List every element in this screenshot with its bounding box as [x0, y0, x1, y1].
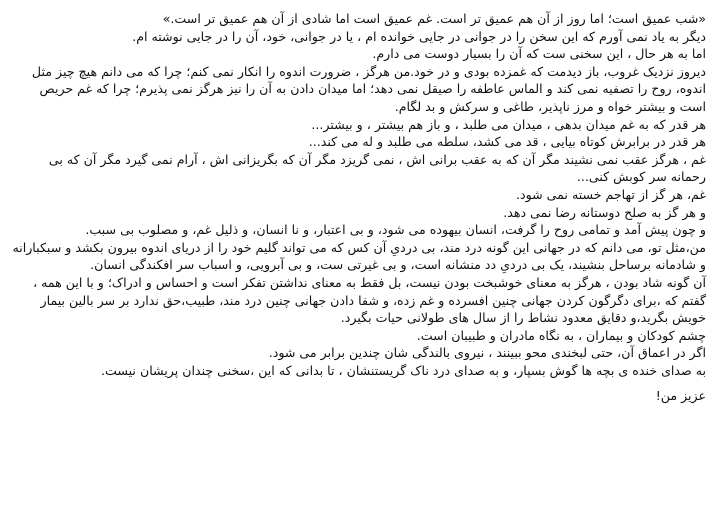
paragraph: آن گونه شاد بودن ، هرگز به معنای خوشبخت بودن نیست، بل فقط به معنای نداشتن تفکر است و احساس و ادراک؛ و با این همه ، گفتم که ،برای دگرگون کردن جهانی چنین افسرده و غم زده، و شفا دادن جهانی چنین درد مند، طبیب،حق ندارد بر سر بالین بیمار خویش بگرید،و دقایق معدود نشاط را از سال های طولانی حیات بگیرد.: [33, 274, 706, 326]
paragraph: دیگر به یاد نمی آورم که این سخن را در جوانی در جایی خوانده ام ، یا در جوانی، خود، آن را در جایی نوشته ام.: [132, 28, 706, 44]
paragraph: دیروز نزدیک غروب، باز دیدمت که غمزده بودی و در خود.من هرگز ، ضرورت اندوه را انکار نمی کنم؛ چرا که می دانم هیچ چیز مثل اندوه، روح را تصفیه نمی کند و الماس عاطفه را صیقل نمی دهد؛ اما میدان دادن به آن را نیز هرگز نمی پذیرم؛ چرا که غم حریص است و بیشتر خواه و مرز ناپذیر، طاغی و سرکش و بد لگام.: [31, 63, 706, 114]
closing-salutation: عزیز من!: [655, 388, 706, 404]
paragraph: اما به هر حال ، این سخنی ست که آن را بسیار دوست می دارم.: [372, 46, 706, 62]
paragraph: و هر گز به صلح دوستانه رضا نمی دهد.: [503, 204, 706, 220]
paragraph: هر قدر در برابرش کوتاه بیایی ، قد می کشد، سلطه می طلبد و له می کند...: [308, 134, 706, 150]
paragraph: و چون پیش آمد و تمامی روح را گرفت، انسان بیهوده می شود، و بی اعتبار، و نا انسان، و ذلیل غم، و مصلوب بی سبب.: [85, 222, 706, 238]
quote-paragraph: «شب عمیق است؛ اما روز از آن هم عمیق تر است. غم عمیق است اما شادی از آن هم عمیق تر است.»: [162, 11, 706, 26]
paragraph: هر قدر که به غم میدان بدهی ، میدان می طلبد ، و باز هم بیشتر ، و بیشتر...: [311, 116, 706, 132]
paragraph: چشم کودکان و بیماران ، به نگاه مادران و طبیبان است.: [416, 327, 706, 343]
paragraph: به صدای خنده ی بچه ها گوش بسپار، و به صدای درد ناک گریستنشان ، تا بدانی که این ،سخنی چندان پریشان نیست.: [101, 362, 706, 378]
paragraph: غم، هر گز از تهاجم خسته نمی شود.: [515, 186, 706, 202]
paragraph: اگر در اعماق آن، حتی لبخندی محو ببینند ، نیروی بالندگی شان چندین برابر می شود.: [268, 345, 706, 361]
paragraph: غم ، هرگز عقب نمی نشیند مگر آن که به عقب برانی اش ، نمی گریزد مگر آن که بگریزانی اش ، آرام نمی گیرد مگر آن که بی رحمانه سر کوبش کنی...: [48, 151, 706, 185]
paragraph: من،مثل تو، می دانم که در جهانی این گونه درد مند، بی دردیِ آن کس که می تواند گلیم خود را از دریای اندوه بیرون بکشد و سبکبارانه و شادمانه برساحل بنشیند، یک بی دردیِ دد منشانه است، و بی غیرتی ست، و بی آبرویی، و اسباب سر افکندگی انسان.: [12, 239, 706, 273]
